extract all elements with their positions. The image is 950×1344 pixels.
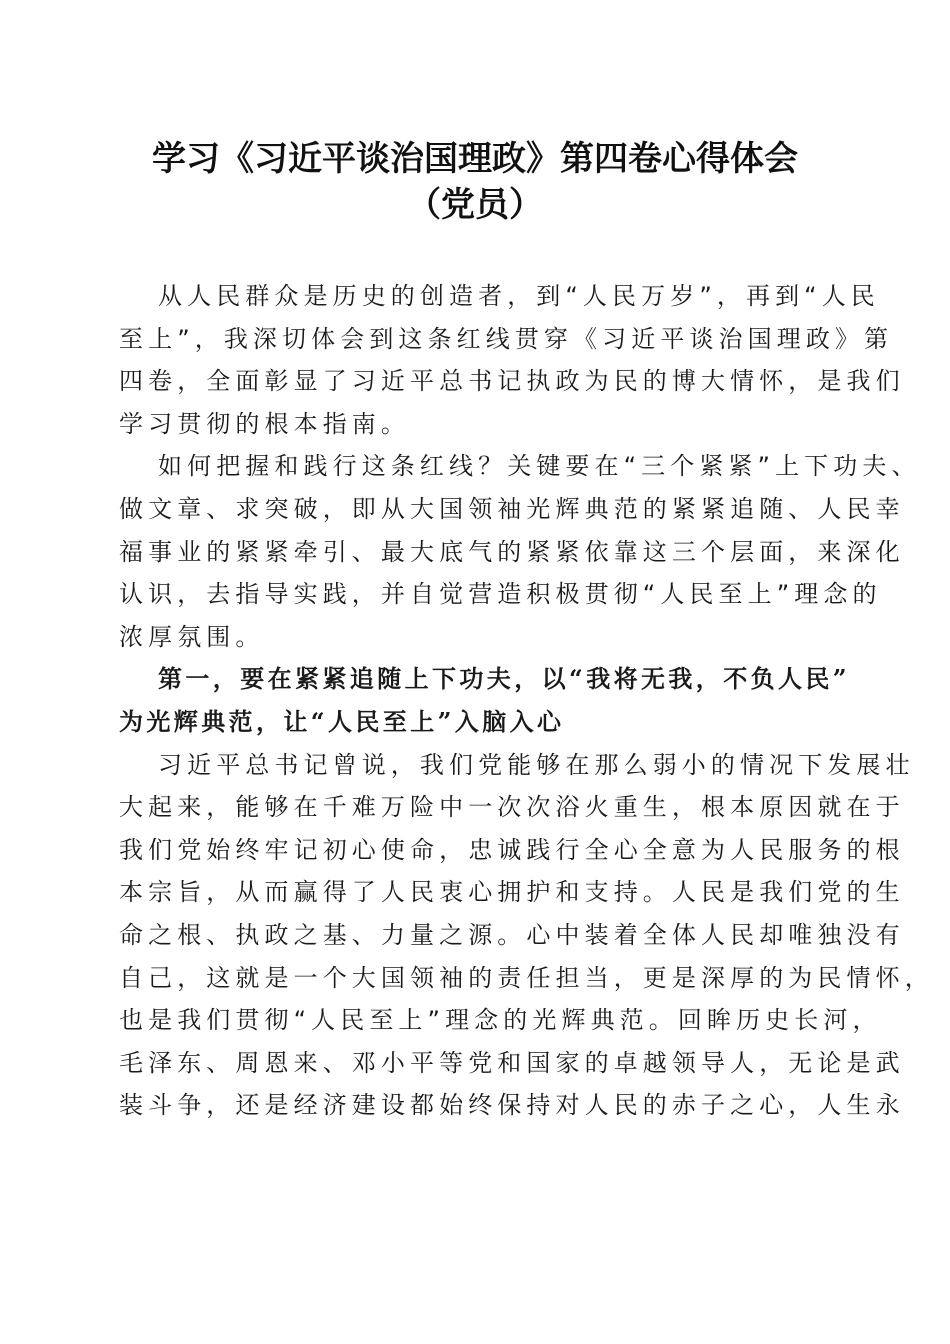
text-line: 做文章、求突破，即从大国领袖光辉典范的紧紧追随、人民幸 — [119, 494, 905, 523]
text-line: 认识，去指导实践，并自觉营造积极贯彻“人民至上”理念的 — [119, 580, 882, 609]
text-line: 命之根、执政之基、力量之源。心中装着全体人民却唯独没有 — [119, 920, 905, 949]
document-body — [119, 275, 934, 1127]
text-line: 习近平总书记曾说，我们党能够在那么弱小的情况下发展壮 — [158, 750, 915, 779]
text-line: 装斗争，还是经济建设都始终保持对人民的赤子之心，人生永 — [119, 1091, 905, 1120]
paragraph-intro — [119, 275, 905, 445]
text-line: 大起来，能够在千难万险中一次次浴火重生，根本原因就在于 — [119, 793, 905, 822]
text-line: 如何把握和践行这条红线？关键要在“三个紧紧”上下功夫、 — [158, 452, 921, 481]
text-line: 学习贯彻的根本指南。 — [119, 409, 410, 438]
paragraph-section-one-body — [119, 744, 934, 1127]
text-line: 浓厚氛围。 — [119, 622, 265, 651]
text-line: 至上”，我深切体会到这条红线贯穿《习近平谈治国理政》第 — [119, 324, 894, 353]
text-line: 我们党始终牢记初心使命，忠诚践行全心全意为人民服务的根 — [119, 835, 905, 864]
text-line: 福事业的紧紧牵引、最大底气的紧紧依靠这三个层面，来深化 — [119, 537, 905, 566]
text-line: 毛泽东、周恩来、邓小平等党和国家的卓越领导人，无论是武 — [119, 1048, 905, 1077]
text-line: 从人民群众是历史的创造者，到“人民万岁”，再到“人民 — [158, 282, 880, 310]
text-line: 四卷，全面彰显了习近平总书记执政为民的博大情怀，是我们 — [119, 367, 905, 396]
heading-line: 第一，要在紧紧追随上下功夫，以“我将无我，不负人民” — [158, 664, 851, 694]
title-line-main: 学习《习近平谈治国理政》第四卷心得体会 — [152, 139, 798, 179]
heading-line: 为光辉典范，让“人民至上”入脑入心 — [119, 706, 565, 736]
text-line: 也是我们贯彻“人民至上”理念的光辉典范。回眸历史长河， — [119, 1006, 882, 1035]
text-line: 自己，这就是一个大国领袖的责任担当，更是深厚的为民情怀， — [119, 963, 934, 992]
document-title — [0, 136, 950, 228]
section-heading-first — [119, 658, 851, 743]
text-line: 本宗旨，从而赢得了人民衷心拥护和支持。人民是我们党的生 — [119, 878, 905, 907]
title-line-subtitle: （党员） — [407, 185, 543, 225]
paragraph-three-focus — [119, 445, 921, 658]
